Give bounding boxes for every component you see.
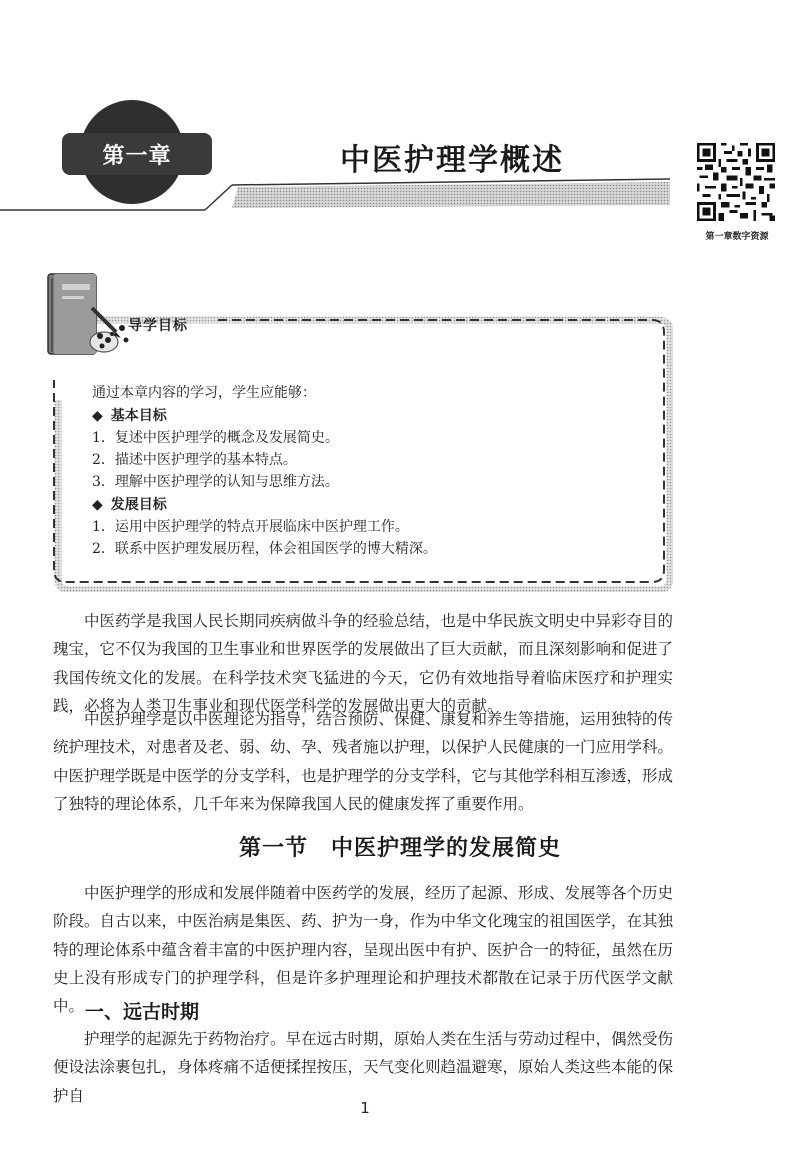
book-pencil-icon <box>42 268 132 368</box>
subsection-title: 一、远古时期 <box>85 1001 200 1023</box>
qr-caption: 第一章数字资源 <box>705 232 769 242</box>
diamond-bullet-icon: ◆ <box>92 408 103 424</box>
subsection-paragraph: 护理学的起源先于药物治疗。早在远古时期，原始人类在生活与劳动过程中，偶然受伤便设法涂裹包扎，身体疼痛不适便揉捏按压，天气变化则趋温避寒，原始人类这些本能的保护自 <box>53 1030 674 1105</box>
basic-goal-item: 1．复述中医护理学的概念及发展简史。 <box>92 430 339 446</box>
body-paragraph: 中医护理学是以中医理论为指导，结合预防、保健、康复和养生等措施，运用独特的传统护理技术，对患者及老、弱、幼、孕、残者施以护理，以保护人民健康的一门应用学科。中医护理学既是中医学的分支学科，也是护理学的分支学科，它与其他学科相互渗透，形成了独特的理论体系，几千年来为保障我国人民的健康发挥了重要作用。 <box>53 710 674 813</box>
basic-goals-heading: ◆ 基本目标 <box>92 408 167 424</box>
body-paragraph: 中医药学是我国人民长期同疾病做斗争的经验总结，也是中华民族文明史中异彩夺目的瑰宝，它不仅为我国的卫生事业和世界医学的发展做出了巨大贡献，而且深刻影响和促进了我国传统文化的发展。在科学技术突飞猛进的今天，它仍有效地指导着临床医疗和护理实践，必将为人类卫生事业和现代医学科学的发展做出更大的贡献。 <box>53 612 674 715</box>
objectives-intro: 通过本章内容的学习，学生应能够： <box>92 385 316 401</box>
chapter-label: 第一章 <box>62 133 212 175</box>
development-goal-item: 1．运用中医护理学的特点开展临床中医护理工作。 <box>92 519 409 535</box>
diamond-bullet-icon: ◆ <box>92 497 103 513</box>
header-decoration-bar <box>0 175 690 215</box>
basic-goal-item: 3．理解中医护理学的认知与思维方法。 <box>92 474 339 490</box>
page-number: 1 <box>360 1099 370 1117</box>
objectives-heading: 导学目标 <box>128 318 188 334</box>
basic-goal-item: 2．描述中医护理学的基本特点。 <box>92 452 297 468</box>
section-title: 第一节 中医护理学的发展简史 <box>238 836 561 861</box>
development-goals-heading: ◆ 发展目标 <box>92 497 167 513</box>
development-goal-item: 2．联系中医护理发展历程，体会祖国医学的博大精深。 <box>92 541 437 557</box>
qr-code-icon <box>697 143 775 221</box>
chapter-title: 中医护理学概述 <box>340 143 564 178</box>
section-paragraph: 中医护理学的形成和发展伴随着中医药学的发展，经历了起源、形成、发展等各个历史阶段。自古以来，中医治病是集医、药、护为一身，作为中华文化瑰宝的祖国医学，在其独特的理论体系中蕴含着丰富的中医护理内容，呈现出医中有护、医护合一的特征，虽然在历史上没有形成专门的护理学科，但是许多护理理论和护理技术都散在记录于历代医学文献中。 <box>53 884 674 1016</box>
